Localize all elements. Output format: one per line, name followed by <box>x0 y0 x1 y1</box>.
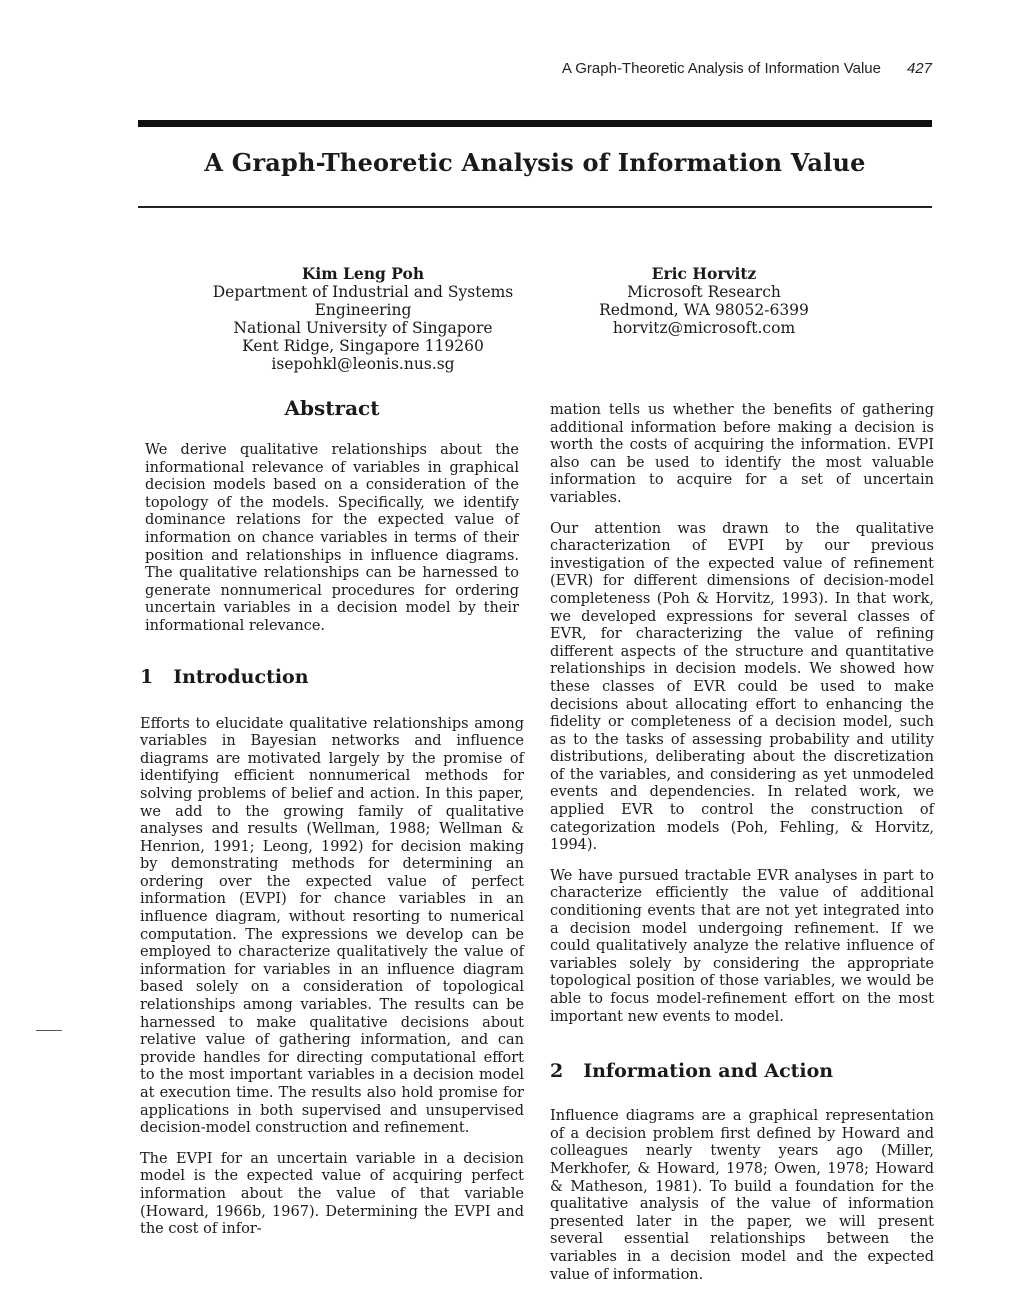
author-name: Kim Leng Poh <box>301 264 425 283</box>
title-rule-top <box>138 120 932 127</box>
author-institution: Microsoft Research <box>627 283 781 301</box>
paragraph: The EVPI for an uncertain variable in a decision model is the expected value of acquiring perfect information about the value of that variable (Howard, 1966b, 1967). Determining the EVPI and the cost of infor- <box>140 1150 524 1238</box>
author-email: isepohkl@leonis.nus.sg <box>271 355 455 373</box>
paper-title: A Graph-Theoretic Analysis of Information Value <box>204 148 866 177</box>
author-institution: National University of Singapore <box>233 319 493 337</box>
section-heading-introduction <box>140 666 524 688</box>
left-column <box>140 396 524 1239</box>
author-email: horvitz@microsoft.com <box>612 319 796 337</box>
paragraph: Our attention was drawn to the qualitative characterization of EVPI by our previous investigation of the expected value of refinement (EVR) for different dimensions of decision-model completeness (Poh & Horvitz, 1993). In that work, we developed expressions for several classes of EVR, for characterizing the value of refining different aspects of the structure and quantitative relationships in decision models. We showed how these classes of EVR could be used to make decisions about allocating effort to enhancing the fidelity or completeness of a decision model, such as to the tasks of assessing probability and utility distributions, deliberating about the discretization of the variables, and considering as yet unmodeled events and dependencies. In related work, we applied EVR to control the construction of categorization models (Poh, Fehling, & Horvitz, 1994). <box>550 520 934 854</box>
paragraph: We have pursued tractable EVR analyses in part to characterize efficiently the value of additional conditioning events that are not yet integrated into a decision model undergoing refinement. If we could qualitatively analyze the relative influence of variables solely by considering the appropriate topological position of those variables, we would be able to focus model-refinement effort on the most important new events to model. <box>550 867 934 1025</box>
running-head <box>562 60 932 77</box>
abstract-text: We derive qualitative relationships about the informational relevance of variables in graphical decision models based on a consideration of the topology of the models. Specifically, we identify dominance relations for the expected value of information on chance variables in terms of their position and relationships in influence diagrams. The qualitative relationships can be harnessed to generate nonnumerical procedures for ordering uncertain variables in a decision model by their informational relevance. <box>145 442 519 634</box>
section-title: Introduction <box>173 665 309 688</box>
page-number: 427 <box>906 60 932 77</box>
section-title: Information and Action <box>583 1060 834 1083</box>
margin-mark <box>36 1030 62 1031</box>
author-address: Redmond, WA 98052-6399 <box>599 301 809 319</box>
paragraph: Influence diagrams are a graphical representation of a decision problem first defined by Howard and colleagues nearly twenty years ago (Miller, Merkhofer, & Howard, 1978; Owen, 1978; Howard & Matheson, 1981). To build a foundation for the qualitative analysis of the value of information presented later in the paper, we will present several essential relationships between the variables in a decision model and the expected value of information. <box>550 1108 934 1283</box>
abstract-heading: Abstract <box>284 396 380 420</box>
author-block-horvitz <box>588 265 820 337</box>
author-name: Eric Horvitz <box>651 264 757 283</box>
paragraph: Efforts to elucidate qualitative relationships among variables in Bayesian networks and influence diagrams are motivated largely by the promise of identifying efficient nonnumerical methods for solving problems of belief and action. In this paper, we add to the growing family of qualitative analyses and results (Wellman, 1988; Wellman & Henrion, 1991; Leong, 1992) for decision making by demonstrating methods for determining an ordering over the expected value of perfect information (EVPI) for chance variables in an influence diagram, without resorting to numerical computation. The expressions we develop can be employed to characterize qualitatively the value of information for variables in an influence diagram based solely on a consideration of topological relationships among variables. The results can be harnessed to make qualitative decisions about relative value of gathering information, and can provide handles for directing computational effort to the most important variables in a decision model at execution time. The results also hold promise for applications in both supervised and unsupervised decision-model construction and refinement. <box>140 715 524 1137</box>
title-rule-bottom <box>138 206 932 208</box>
paragraph: mation tells us whether the benefits of gathering additional information before making a decision is worth the costs of acquiring the information. EVPI also can be used to identify the most valuable information to acquire for a set of uncertain variables. <box>550 402 934 506</box>
author-block-poh <box>170 265 556 373</box>
author-dept: Department of Industrial and Systems Engineering <box>212 283 514 319</box>
section-number: 2 <box>550 1060 564 1083</box>
author-address: Kent Ridge, Singapore 119260 <box>242 337 484 355</box>
section-number: 1 <box>140 665 154 688</box>
right-column <box>550 402 934 1284</box>
section-heading-information-and-action <box>550 1060 934 1082</box>
running-head-title: A Graph-Theoretic Analysis of Information Value <box>561 60 881 77</box>
